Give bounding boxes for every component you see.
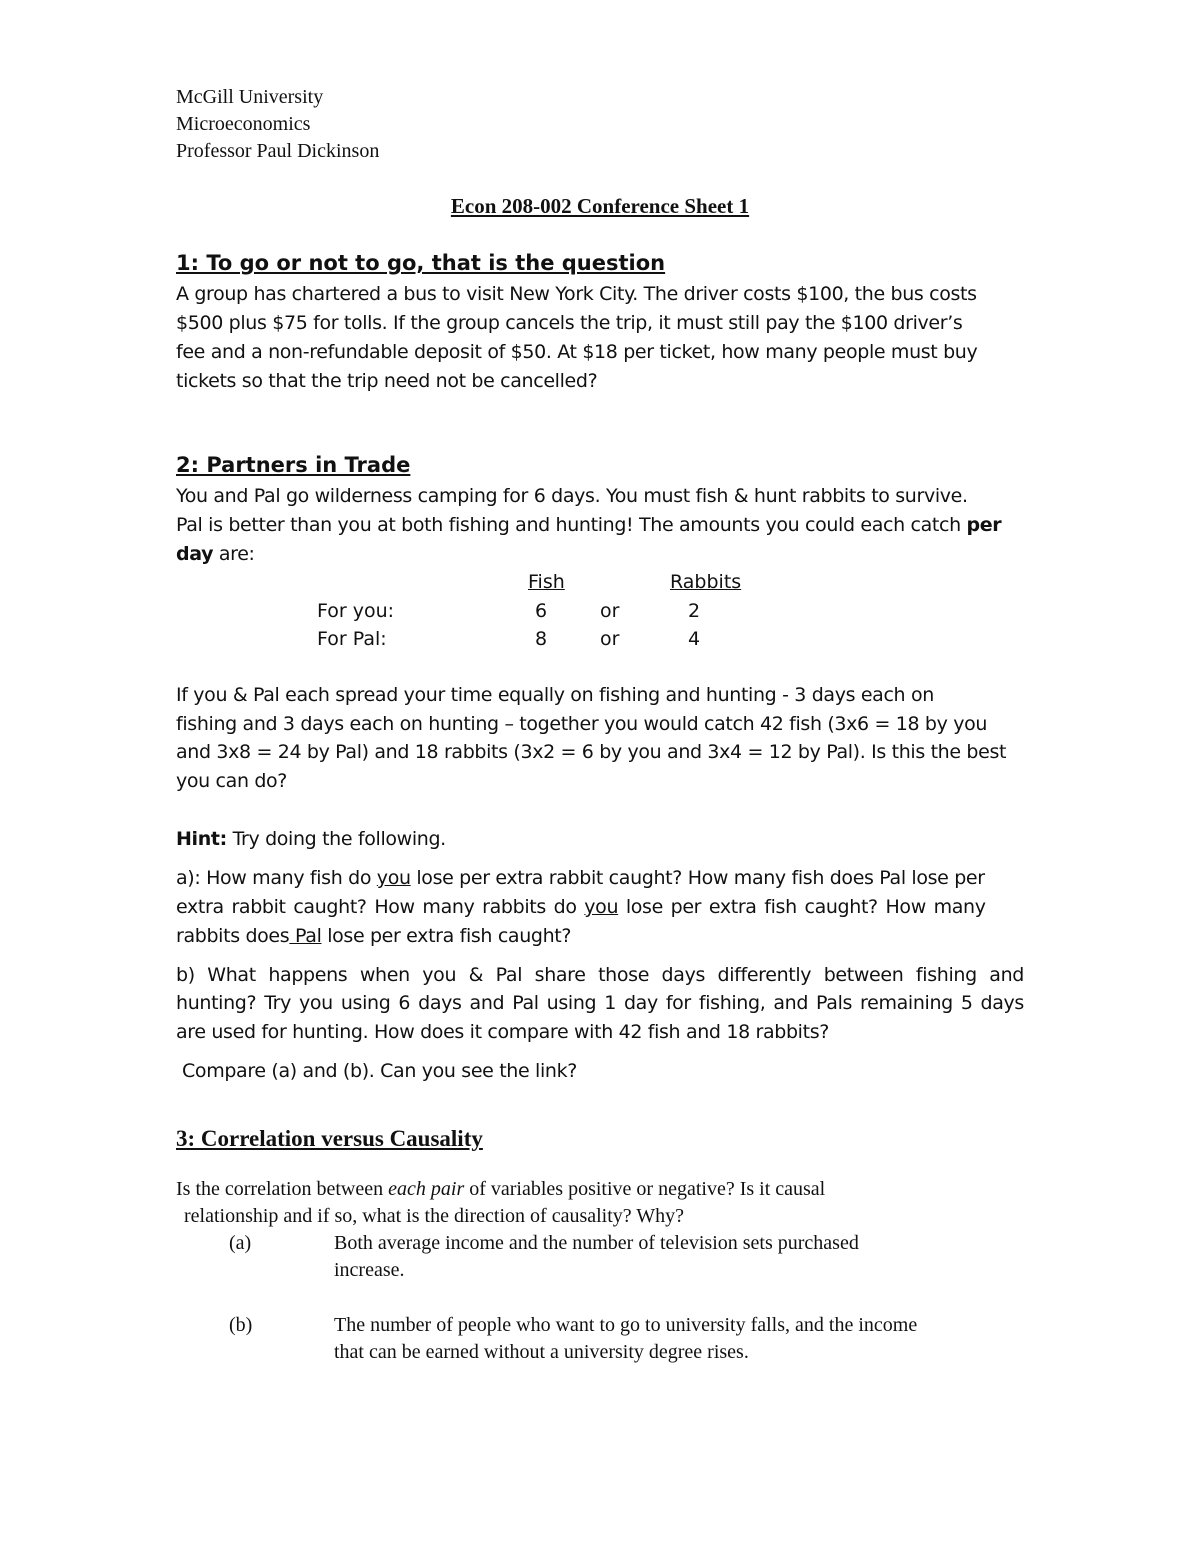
q2-para-line: you can do? — [176, 770, 288, 792]
table-cell-or: or — [600, 600, 620, 622]
table-header-fish: Fish — [528, 571, 565, 593]
part-b-line: b) What happens when you & Pal share those days differently between fishing and — [176, 964, 1024, 986]
q2-para-line: fishing and 3 days each on hunting – together you would catch 42 fish (3x6 = 18 by you — [176, 713, 988, 735]
table-cell-fish: 8 — [535, 628, 548, 650]
table-cell-fish: 6 — [535, 600, 548, 622]
table-header-rabbits: Rabbits — [670, 571, 742, 593]
q1-heading: 1: To go or not to go, that is the question — [176, 251, 666, 275]
document-title: Econ 208-002 Conference Sheet 1 — [450, 194, 750, 218]
part-a-text: rabbits does — [176, 925, 290, 947]
compare-line: Compare (a) and (b). Can you see the link? — [182, 1060, 577, 1082]
table-cell-rabbits: 2 — [688, 600, 701, 622]
q1-line: tickets so that the trip need not be cancelled? — [176, 370, 598, 392]
professor-name: Professor Paul Dickinson — [176, 140, 380, 162]
q1-line: $500 plus $75 for tolls. If the group cancels the trip, it must still pay the $100 driver’s — [176, 312, 963, 334]
part-b-line: are used for hunting. How does it compare with 42 fish and 18 rabbits? — [176, 1021, 829, 1043]
list-item-line: The number of people who want to go to university falls, and the income — [334, 1314, 918, 1336]
q2-heading: 2: Partners in Trade — [176, 453, 411, 477]
q3-intro-line — [176, 1178, 825, 1201]
part-a-line — [176, 867, 985, 889]
q3-intro-emphasis: each pair — [388, 1178, 465, 1200]
q3-intro-text: Is the correlation between — [176, 1178, 389, 1200]
list-marker: (a) — [229, 1232, 252, 1254]
q1-line: fee and a non-refundable deposit of $50. At $18 per ticket, how many people must buy — [176, 341, 978, 363]
q1-line: A group has chartered a bus to visit New York City. The driver costs $100, the bus costs — [176, 283, 977, 305]
list-marker: (b) — [229, 1314, 253, 1336]
hint-text: Try doing the following. — [226, 828, 446, 850]
part-a-text: lose per extra fish caught? How many — [618, 896, 986, 918]
list-item-line: that can be earned without a university degree rises. — [334, 1341, 749, 1363]
q2-intro-text: Pal is better than you at both fishing and hunting! The amounts you could each catch — [176, 514, 967, 536]
table-cell-rabbits: 4 — [688, 628, 701, 650]
part-a-emphasis: you — [584, 896, 619, 918]
part-a-text: lose per extra rabbit caught? How many fish does Pal lose per — [410, 867, 985, 889]
course-name: Microeconomics — [176, 113, 311, 135]
q2-intro-text: are: — [213, 543, 255, 565]
q2-para-line: If you & Pal each spread your time equally on fishing and hunting - 3 days each on — [176, 684, 934, 706]
university-name: McGill University — [176, 86, 324, 108]
q2-intro-line — [176, 543, 255, 565]
part-a-emphasis: you — [376, 867, 411, 889]
q2-intro-line: You and Pal go wilderness camping for 6 days. You must fish & hunt rabbits to survive. — [176, 485, 968, 507]
hint-label: Hint: — [176, 828, 227, 850]
table-row-label: For Pal: — [317, 628, 387, 650]
q3-heading: 3: Correlation versus Causality — [176, 1126, 483, 1151]
part-a-text: a): How many fish do — [176, 867, 377, 889]
list-item-line: Both average income and the number of television sets purchased — [334, 1232, 859, 1254]
part-a-line — [176, 925, 571, 947]
q2-intro-line — [176, 514, 1001, 536]
hint-line — [176, 828, 446, 850]
q2-para-line: and 3x8 = 24 by Pal) and 18 rabbits (3x2 = 6 by you and 3x4 = 12 by Pal). Is this the best — [176, 741, 1007, 763]
part-a-text: lose per extra fish caught? — [321, 925, 572, 947]
q3-intro-line: relationship and if so, what is the direction of causality? Why? — [184, 1205, 685, 1227]
q3-intro-text: of variables positive or negative? Is it causal — [464, 1178, 826, 1200]
q2-intro-bold: day — [176, 543, 214, 565]
table-cell-or: or — [600, 628, 620, 650]
part-a-line — [176, 896, 986, 918]
table-row-label: For you: — [317, 600, 395, 622]
q2-intro-bold: per — [966, 514, 1002, 536]
part-a-emphasis: Pal — [289, 925, 322, 947]
part-b-line: hunting? Try you using 6 days and Pal using 1 day for fishing, and Pals remaining 5 days — [176, 992, 1024, 1014]
part-a-text: extra rabbit caught? How many rabbits do — [176, 896, 585, 918]
list-item-line: increase. — [334, 1259, 405, 1281]
